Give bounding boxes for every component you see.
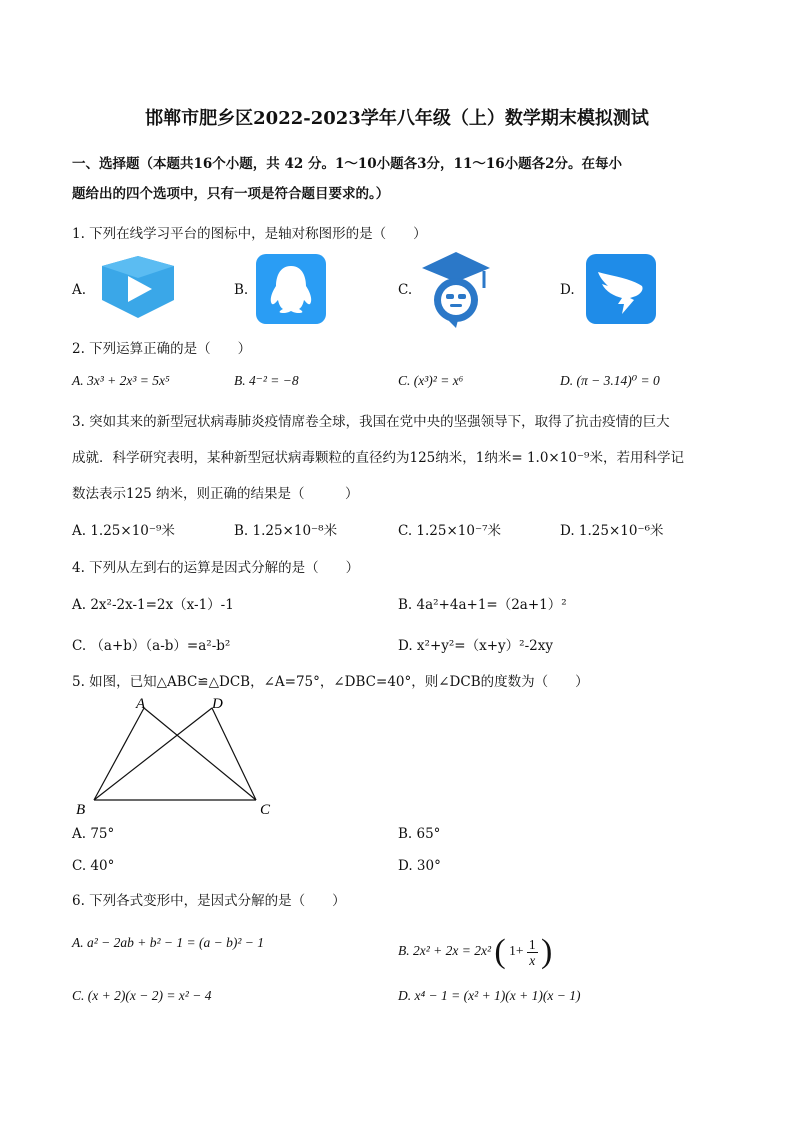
- q5-option-b: B. 65°: [398, 826, 441, 842]
- question-3-line3: 数法表示125 纳米，则正确的结果是（ ）: [72, 486, 359, 502]
- q5-option-c: C. 40°: [72, 858, 115, 874]
- q4-option-d: D. x²+y²=（x+y）²-2xy: [398, 638, 553, 654]
- q1-option-b-label: B.: [234, 282, 249, 298]
- triangle-figure: [70, 694, 280, 820]
- graduation-cap-icon: [420, 250, 492, 328]
- point-a-label: A: [136, 696, 146, 712]
- play-video-icon: [98, 256, 178, 318]
- q6-option-a: A. a² − 2ab + b² − 1 = (a − b)² − 1: [72, 935, 265, 950]
- q2-option-d: D. (π − 3.14)⁰ = 0: [560, 373, 660, 388]
- question-2-stem: 2. 下列运算正确的是（ ）: [72, 341, 252, 357]
- q1-option-c-label: C.: [398, 282, 413, 298]
- section-heading-line2: 题给出的四个选项中，只有一项是符合题目要求的。）: [72, 186, 390, 202]
- question-3-line1: 3. 突如其来的新型冠状病毒肺炎疫情席卷全球，我国在党中央的坚强领导下，取得了抗击疫情的巨大: [72, 414, 670, 430]
- page-title: 邯郸市肥乡区2022-2023学年八年级（上）数学期末模拟测试: [145, 108, 649, 129]
- q3-option-b: B. 1.25×10⁻⁸米: [234, 523, 338, 539]
- penguin-icon: [256, 254, 326, 324]
- question-6-stem: 6. 下列各式变形中，是因式分解的是（ ）: [72, 893, 346, 909]
- q3-option-c: C. 1.25×10⁻⁷米: [398, 523, 502, 539]
- right-paren-icon: ): [541, 933, 553, 970]
- fraction-numerator: 1: [528, 936, 536, 952]
- point-c-label: C: [260, 802, 271, 818]
- q2-option-b: B. 4⁻² = −8: [234, 373, 299, 388]
- section-heading-line1: 一、选择题（本题共16个小题，共 42 分。1～10小题各3分，11～16小题各2分。在每小: [72, 156, 623, 172]
- left-paren-icon: (: [494, 933, 506, 970]
- fraction-denominator: x: [529, 952, 536, 968]
- q2-option-c: C. (x³)² = x⁶: [398, 373, 464, 388]
- q6-option-b-fraction: [527, 937, 538, 968]
- question-1-stem: 1. 下列在线学习平台的图标中，是轴对称图形的是（ ）: [72, 226, 427, 242]
- q3-option-d: D. 1.25×10⁻⁶米: [560, 523, 664, 539]
- q1-option-a-label: A.: [72, 282, 87, 298]
- question-5-stem: 5. 如图，已知△ABC≌△DCB，∠A=75°，∠DBC=40°，则∠DCB的度数为（ ）: [72, 674, 589, 690]
- q6-option-c: C. (x + 2)(x − 2) = x² − 4: [72, 988, 212, 1003]
- q6-option-d: D. x⁴ − 1 = (x² + 1)(x + 1)(x − 1): [398, 988, 581, 1003]
- q4-option-b: B. 4a²+4a+1=（2a+1）²: [398, 597, 567, 613]
- dingtalk-icon: [586, 254, 656, 324]
- q6-option-b: [398, 935, 552, 969]
- q6-option-b-prefix: B. 2x² + 2x = 2x²: [398, 943, 492, 959]
- q5-option-d: D. 30°: [398, 858, 441, 874]
- q4-option-c: C. （a+b）（a-b）=a²-b²: [72, 638, 231, 654]
- q1-option-d-label: D.: [560, 282, 575, 298]
- q3-option-a: A. 1.25×10⁻⁹米: [72, 523, 175, 539]
- question-4-stem: 4. 下列从左到右的运算是因式分解的是（ ）: [72, 560, 360, 576]
- q4-option-a: A. 2x²-2x-1=2x（x-1）-1: [72, 597, 234, 613]
- q5-option-a: A. 75°: [72, 826, 115, 842]
- point-b-label: B: [76, 802, 86, 818]
- q6-option-b-one: 1+: [509, 943, 524, 959]
- point-d-label: D: [212, 696, 223, 712]
- q2-option-a: A. 3x³ + 2x³ = 5x⁵: [72, 373, 170, 388]
- question-3-line2: 成就．科学研究表明，某种新型冠状病毒颗粒的直径约为125纳米，1纳米= 1.0×10⁻⁹米，若用科学记: [72, 450, 684, 466]
